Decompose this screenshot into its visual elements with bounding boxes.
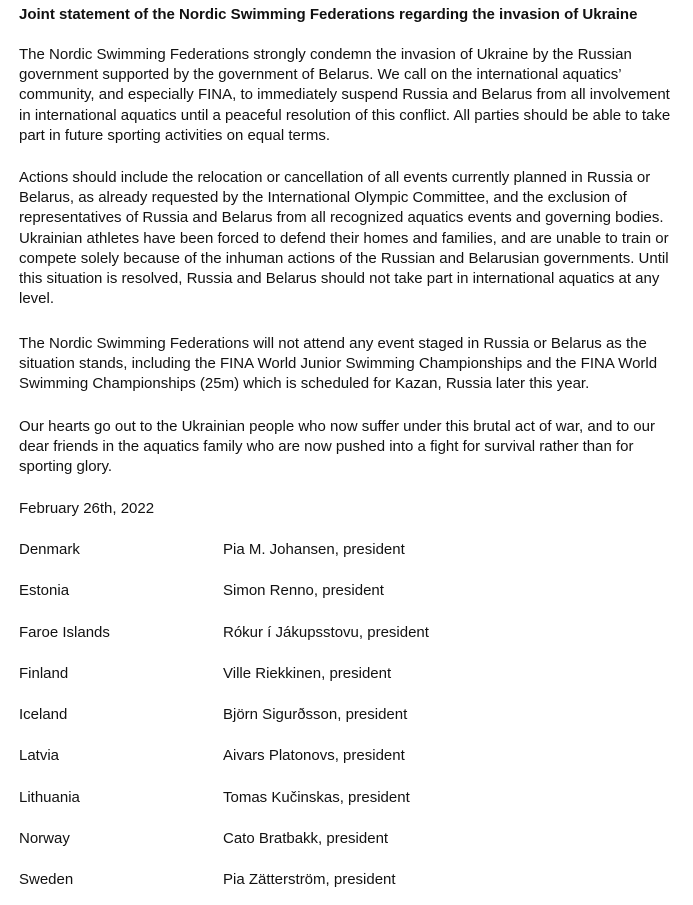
paragraph-actions: Actions should include the relocation or cancellation of all events currently planned in Russia or Belarus, as already requested by the International Olympic Committee, and the exclusion of representatives of Russia and Belarus from all recognized aquatics events and governing bodies. Ukrainian athletes have been forced to defend their homes and families, and are unable to train or compete solely because of the inhuman actions of the Russian and Belarusian governments. Until this situation is resolved, Russia and Belarus should not take part in international aquatics at any level. — [19, 169, 669, 308]
signatory-row — [19, 540, 683, 560]
signatory-country: Lithuania — [19, 789, 80, 806]
signatory-name: Aivars Platonovs, president — [223, 747, 405, 764]
signatory-row — [19, 705, 683, 725]
signatory-row — [19, 581, 683, 601]
signatory-name: Ville Riekkinen, president — [223, 665, 392, 682]
statement-date: February 26th, 2022 — [19, 500, 155, 517]
signatory-country: Estonia — [19, 582, 70, 599]
signatory-row — [19, 746, 683, 766]
paragraph-solidarity: Our hearts go out to the Ukrainian people who now suffer under this brutal act of war, and to our dear friends in the aquatics family who are now pushed into a fight for survival rather than for sporting glory. — [19, 418, 655, 476]
signatory-name: Tomas Kučinskas, president — [223, 789, 410, 806]
paragraph-condemnation: The Nordic Swimming Federations strongly condemn the invasion of Ukraine by the Russian government supported by the government of Belarus. We call on the international aquatics’ community, and especially FINA, to immediately suspend Russia and Belarus from all involvement in international aquatics until a peaceful resolution of this conflict. All parties should be able to take part in future sporting activities on equal terms. — [19, 46, 671, 144]
signatory-row — [19, 870, 683, 890]
signatory-row — [19, 829, 683, 849]
signatory-name: Cato Bratbakk, president — [223, 830, 389, 847]
signatory-country: Faroe Islands — [19, 624, 110, 641]
signatory-name: Pia M. Johansen, president — [223, 541, 405, 558]
signatory-country: Latvia — [19, 747, 60, 764]
signatory-name: Björn Sigurðsson, president — [223, 706, 408, 723]
signatory-name: Simon Renno, president — [223, 582, 384, 599]
signatory-country: Norway — [19, 830, 70, 847]
signatory-row — [19, 788, 683, 808]
signatory-name: Rókur í Jákupsstovu, president — [223, 624, 429, 641]
statement-title: Joint statement of the Nordic Swimming Federations regarding the invasion of Ukraine — [19, 6, 638, 23]
paragraph-attendance: The Nordic Swimming Federations will not attend any event staged in Russia or Belarus as the situation stands, including the FINA World Junior Swimming Championships and the FINA World Swimming Championships (25m) which is scheduled for Kazan, Russia later this year. — [19, 335, 658, 393]
signatory-name: Pia Zätterström, president — [223, 871, 396, 888]
signatory-country: Sweden — [19, 871, 74, 888]
signatory-row — [19, 664, 683, 684]
signatory-row — [19, 623, 683, 643]
signatory-country: Finland — [19, 665, 69, 682]
signatory-country: Iceland — [19, 706, 68, 723]
signatory-country: Denmark — [19, 541, 80, 558]
